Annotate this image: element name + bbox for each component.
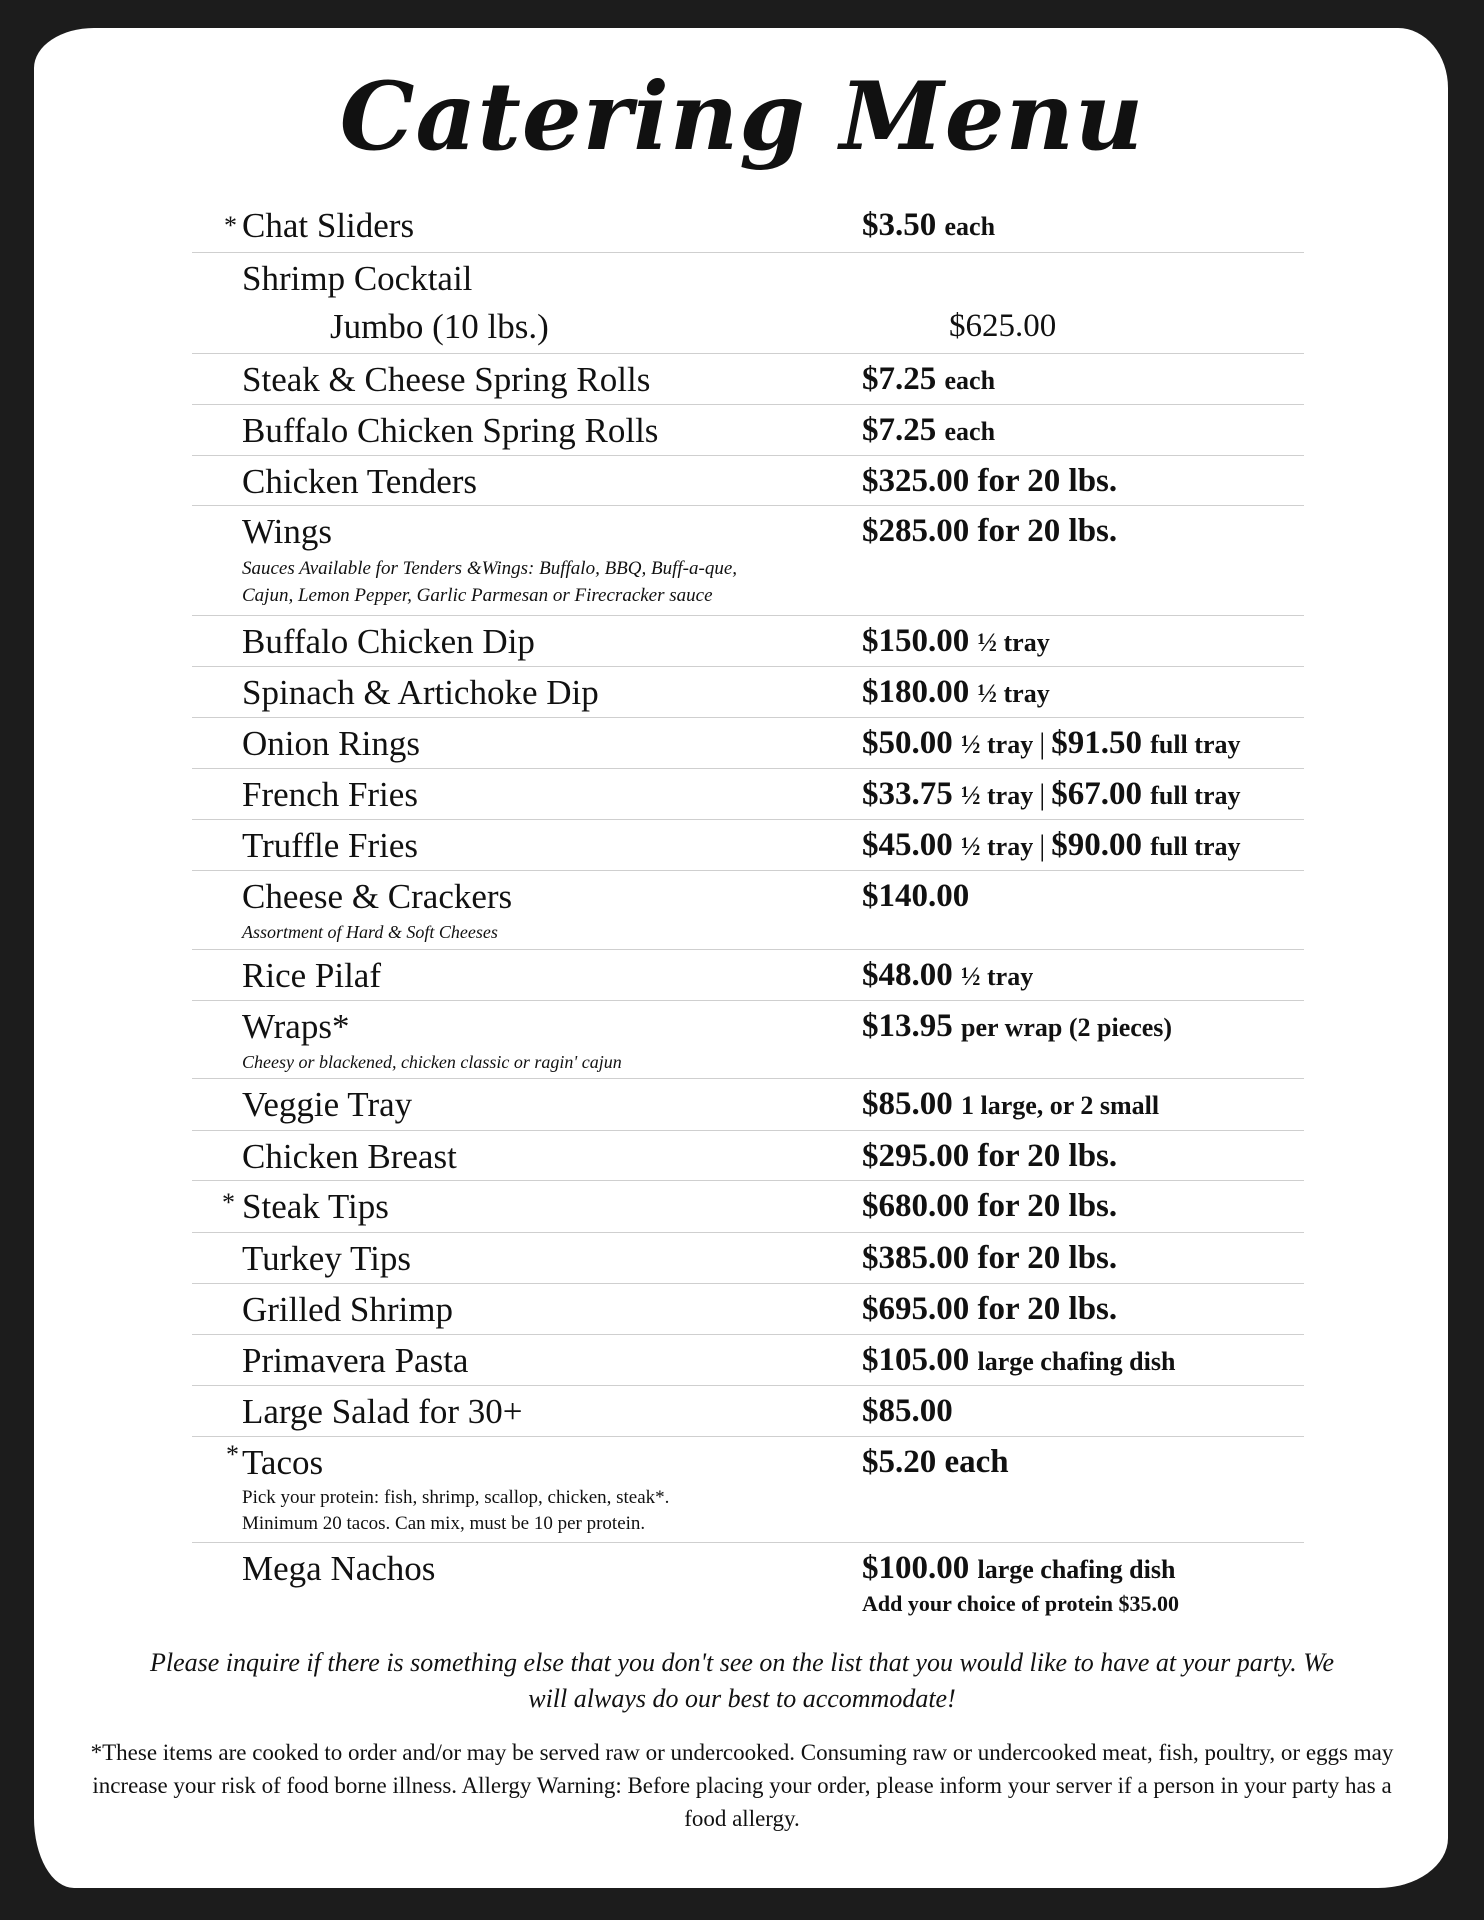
item-price: $7.25 each [862,361,996,397]
item-price: $625.00 [949,308,1057,344]
menu-item [192,1233,1304,1284]
menu-item [192,506,1304,616]
item-price: $7.25 each [862,412,996,448]
price-unit: each [944,212,996,241]
item-name: Large Salad for 30+ [242,1392,523,1431]
item-name: Chicken Tenders [242,462,478,501]
menu-item [192,1335,1304,1386]
asterisk-mark: * [226,1440,239,1469]
menu-list [192,206,1304,1623]
item-price: $180.00 ½ tray [862,674,1050,710]
asterisk-mark: * [222,1188,235,1217]
item-price: $5.20 each [862,1444,1009,1480]
item-description: Cheesy or blackened, chicken classic or ragin' cajun [242,1052,622,1072]
menu-item [192,303,1304,354]
item-description: Sauces Available for Tenders &Wings: Buffalo, BBQ, Buff-a-que, [242,558,738,579]
item-name: Wraps* [242,1007,350,1046]
menu-item [192,354,1304,405]
menu-item [192,253,1304,303]
item-name: * Steak Tips [242,1181,389,1232]
item-price: $33.75 ½ tray | $67.00 full tray [862,776,1241,812]
item-description: Minimum 20 tacos. Can mix, must be 10 per protein. [242,1513,646,1534]
item-price: $325.00 for 20 lbs. [862,463,1118,499]
item-name: Buffalo Chicken Dip [242,622,535,661]
menu-item [192,1131,1304,1181]
menu-item [192,769,1304,820]
item-name: Spinach & Artichoke Dip [242,673,599,712]
item-description: Assortment of Hard & Soft Cheeses [242,922,498,942]
item-price: $295.00 for 20 lbs. [862,1138,1118,1174]
asterisk-mark: * [224,211,237,240]
food-safety-disclaimer: *These items are cooked to order and/or may be served raw or undercooked. Consuming raw or undercooked meat, fish, poultry, or eggs may increase your risk of food borne illness. Allergy Warning: Before placing your order, please inform your server if a person in your party has a food allergy. [90,1740,1394,1831]
item-name: Onion Rings [242,724,420,763]
item-price: $105.00 large chafing dish [862,1342,1176,1378]
item-name: French Fries [242,775,418,814]
item-description: Pick your protein: fish, shrimp, scallop, chicken, steak*. [242,1487,670,1508]
menu-item [192,616,1304,667]
menu-item [192,820,1304,871]
item-price: $150.00 ½ tray [862,623,1050,659]
item-price: $680.00 for 20 lbs. [862,1188,1118,1224]
item-name: Rice Pilaf [242,956,381,995]
menu-item [192,405,1304,456]
item-addon: Add your choice of protein $35.00 [862,1591,1179,1616]
item-price: $385.00 for 20 lbs. [862,1240,1118,1276]
item-name: Chicken Breast [242,1137,457,1176]
item-name: Veggie Tray [242,1085,413,1124]
item-name: Shrimp Cocktail [242,259,473,298]
item-name: Primavera Pasta [242,1341,469,1380]
item-name: Truffle Fries [242,826,418,865]
item-name: * Chat Sliders [242,200,414,251]
item-price: $140.00 [862,878,970,914]
item-name: Turkey Tips [242,1239,411,1278]
item-price: $45.00 ½ tray | $90.00 full tray [862,827,1241,863]
item-price: $50.00 ½ tray | $91.50 full tray [862,725,1241,761]
item-name: Cheese & Crackers [242,877,513,916]
item-name: * Tacos [242,1437,323,1488]
page-title: Catering Menu [339,62,1145,172]
item-name: Buffalo Chicken Spring Rolls [242,411,659,450]
item-price: $13.95 per wrap (2 pieces) [862,1008,1173,1044]
item-price: $285.00 for 20 lbs. [862,513,1118,549]
item-description: Cajun, Lemon Pepper, Garlic Parmesan or Firecracker sauce [242,585,713,606]
menu-item [192,1079,1304,1131]
menu-item [192,1543,1304,1623]
item-price: $48.00 ½ tray [862,957,1034,993]
menu-item [192,871,1304,950]
item-price: $100.00 large chafing dish [862,1550,1176,1586]
menu-item [192,1284,1304,1335]
item-price: $3.50 each [862,207,996,243]
menu-item [192,1181,1304,1233]
item-name: Wings [242,512,332,551]
item-price: $85.00 1 large, or 2 small [862,1086,1160,1122]
menu-item [192,1437,1304,1543]
item-name: Steak & Cheese Spring Rolls [242,360,651,399]
item-name: Jumbo (10 lbs.) [330,307,549,346]
item-name: Mega Nachos [242,1549,436,1588]
menu-item [192,950,1304,1001]
menu-item [192,456,1304,506]
menu-item [192,718,1304,769]
item-price: $695.00 for 20 lbs. [862,1291,1118,1327]
item-name: Grilled Shrimp [242,1290,453,1329]
menu-item [192,1001,1304,1079]
menu-item [192,206,1304,253]
item-price: $85.00 [862,1393,953,1429]
inquiry-note: Please inquire if there is something else that you don't see on the list that you would like to have at your party. We will always do our best to accommodate! [149,1648,1335,1713]
menu-item [192,667,1304,718]
menu-item [192,1386,1304,1437]
